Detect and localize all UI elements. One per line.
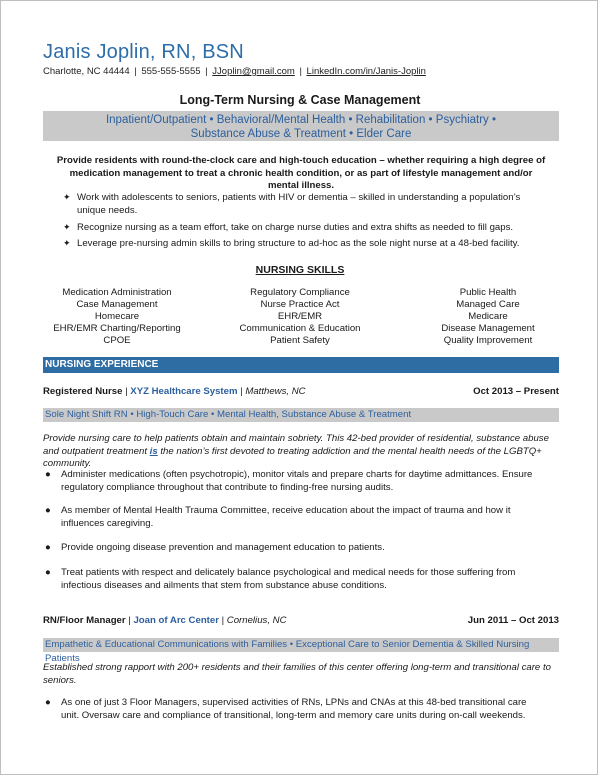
job-bullet: ● Treat patients with respect and delicately balance psychological and medical needs for those suffering from infectious diseases and ailments that stem from substance abuse conditions.	[45, 567, 516, 591]
skills-title: NURSING SKILLS	[255, 264, 345, 276]
star-bullet-icon: ✦	[63, 222, 71, 232]
summary: Provide residents with round-the-clock care and high-touch education – whether requiring a high degree of medication management to treat a chronic health condition, or as part of lifestyle management and/or mental illness.	[56, 155, 546, 191]
job-location: Cornelius, NC	[226, 615, 287, 626]
skill-item: Managed Care	[456, 299, 520, 310]
bullet-icon: ●	[45, 567, 51, 578]
banner-line-2: Substance Abuse & Treatment • Elder Care	[190, 128, 412, 140]
skill-item: Regulatory Compliance	[250, 287, 350, 298]
job-dates: Jun 2011 – Oct 2013	[467, 615, 559, 626]
skill-item: Homecare	[94, 311, 140, 322]
candidate-name: Janis Joplin, RN, BSN	[43, 41, 244, 63]
skill-item: Nurse Practice Act	[260, 299, 340, 310]
company-name: Joan of Arc Center	[133, 615, 219, 626]
specialties-banner	[43, 111, 559, 141]
job-header	[43, 386, 559, 397]
skills-column-3	[398, 287, 578, 347]
job-title: RN/Floor Manager	[43, 615, 126, 626]
highlight-item: ✦ Leverage pre-nursing admin skills to bring structure to ad-hoc as the sole night nurse at a 48-bed facility.	[63, 238, 520, 249]
separator: |	[205, 66, 208, 77]
skill-item: Patient Safety	[270, 335, 330, 346]
separator: |	[128, 615, 131, 626]
skill-item: Public Health	[459, 287, 517, 298]
job-description: Provide nursing care to help patients obtain and maintain sobriety. This 42-bed provider of residential, substance abuse and outpatient treatment is the nation’s first devoted to treating addiction and the mental health needs of the LGBTQ+ community.	[43, 433, 549, 469]
skills-column-2	[210, 287, 390, 347]
skill-item: EHR/EMR Charting/Reporting	[53, 323, 181, 334]
job-location: Matthews, NC	[245, 386, 306, 397]
skill-item: Case Management	[76, 299, 158, 310]
contact-line	[43, 66, 426, 77]
job-bullet: ● As one of just 3 Floor Managers, supervised activities of RNs, LPNs and CNAs at this 48-bed transitional care unit. Oversaw care and compliance of transitional, long-term and memory care units during on-call weekends.	[45, 697, 527, 721]
separator: |	[221, 615, 225, 626]
star-bullet-icon: ✦	[63, 192, 71, 202]
job-focus-bar: Sole Night Shift RN • High-Touch Care • Mental Health, Substance Abuse & Treatment	[43, 408, 559, 422]
company-name: XYZ Healthcare System	[130, 386, 238, 397]
banner-line-1: Inpatient/Outpatient • Behavioral/Mental Health • Rehabilitation • Psychiatry •	[105, 114, 497, 126]
job-description: Established strong rapport with 200+ residents and their families of this center offering long-term and transitional care to seniors.	[43, 662, 551, 686]
skill-item: Quality Improvement	[443, 335, 533, 346]
phone: 555-555-5555	[141, 66, 201, 77]
job-bullet: ● Provide ongoing disease prevention and management education to patients.	[45, 542, 385, 553]
location: Charlotte, NC 44444	[43, 66, 130, 77]
separator: |	[299, 66, 302, 77]
bullet-icon: ●	[45, 542, 51, 553]
skill-item: Communication & Education	[239, 323, 361, 334]
experience-section-header: NURSING EXPERIENCE	[43, 357, 559, 373]
separator: |	[125, 386, 128, 397]
bullet-icon: ●	[45, 469, 51, 480]
job-dates: Oct 2013 – Present	[473, 386, 559, 397]
star-bullet-icon: ✦	[63, 238, 71, 248]
bullet-icon: ●	[45, 697, 51, 708]
separator: |	[134, 66, 137, 77]
separator: |	[240, 386, 243, 397]
job-focus-bar: Empathetic & Educational Communications with Families • Exceptional Care to Senior Dementia & Skilled Nursing Patients	[43, 638, 559, 652]
headline: Long-Term Nursing & Case Management	[179, 93, 421, 107]
highlight-item: ✦ Work with adolescents to seniors, patients with HIV or dementia – skilled in understanding a population’s unique needs.	[63, 192, 521, 216]
skill-item: Medicare	[468, 311, 508, 322]
job-title: Registered Nurse	[43, 386, 123, 397]
job-header	[43, 615, 559, 626]
email-link[interactable]: JJoplin@gmail.com	[212, 66, 295, 77]
job-bullet: ● As member of Mental Health Trauma Committee, receive education about the impact of trauma and how it influences caregiving.	[45, 505, 511, 529]
skill-item: EHR/EMR	[277, 311, 323, 322]
skill-item: Disease Management	[441, 323, 535, 334]
skill-item: Medication Administration	[62, 287, 172, 298]
skill-item: CPOE	[103, 335, 131, 346]
job-bullet: ● Administer medications (often psychotropic), monitor vitals and prepare charts for daytime admittances. Ensure regulatory compliance throughout that contribute to finding-free nursing audits.	[45, 469, 533, 493]
highlighted-word: is	[149, 445, 158, 457]
highlight-item: ✦ Recognize nursing as a team effort, take on charge nurse duties and extra shifts as needed to fill gaps.	[63, 222, 514, 233]
bullet-icon: ●	[45, 505, 51, 516]
linkedin-link[interactable]: LinkedIn.com/in/Janis-Joplin	[306, 66, 426, 77]
skills-column-1	[27, 287, 207, 347]
